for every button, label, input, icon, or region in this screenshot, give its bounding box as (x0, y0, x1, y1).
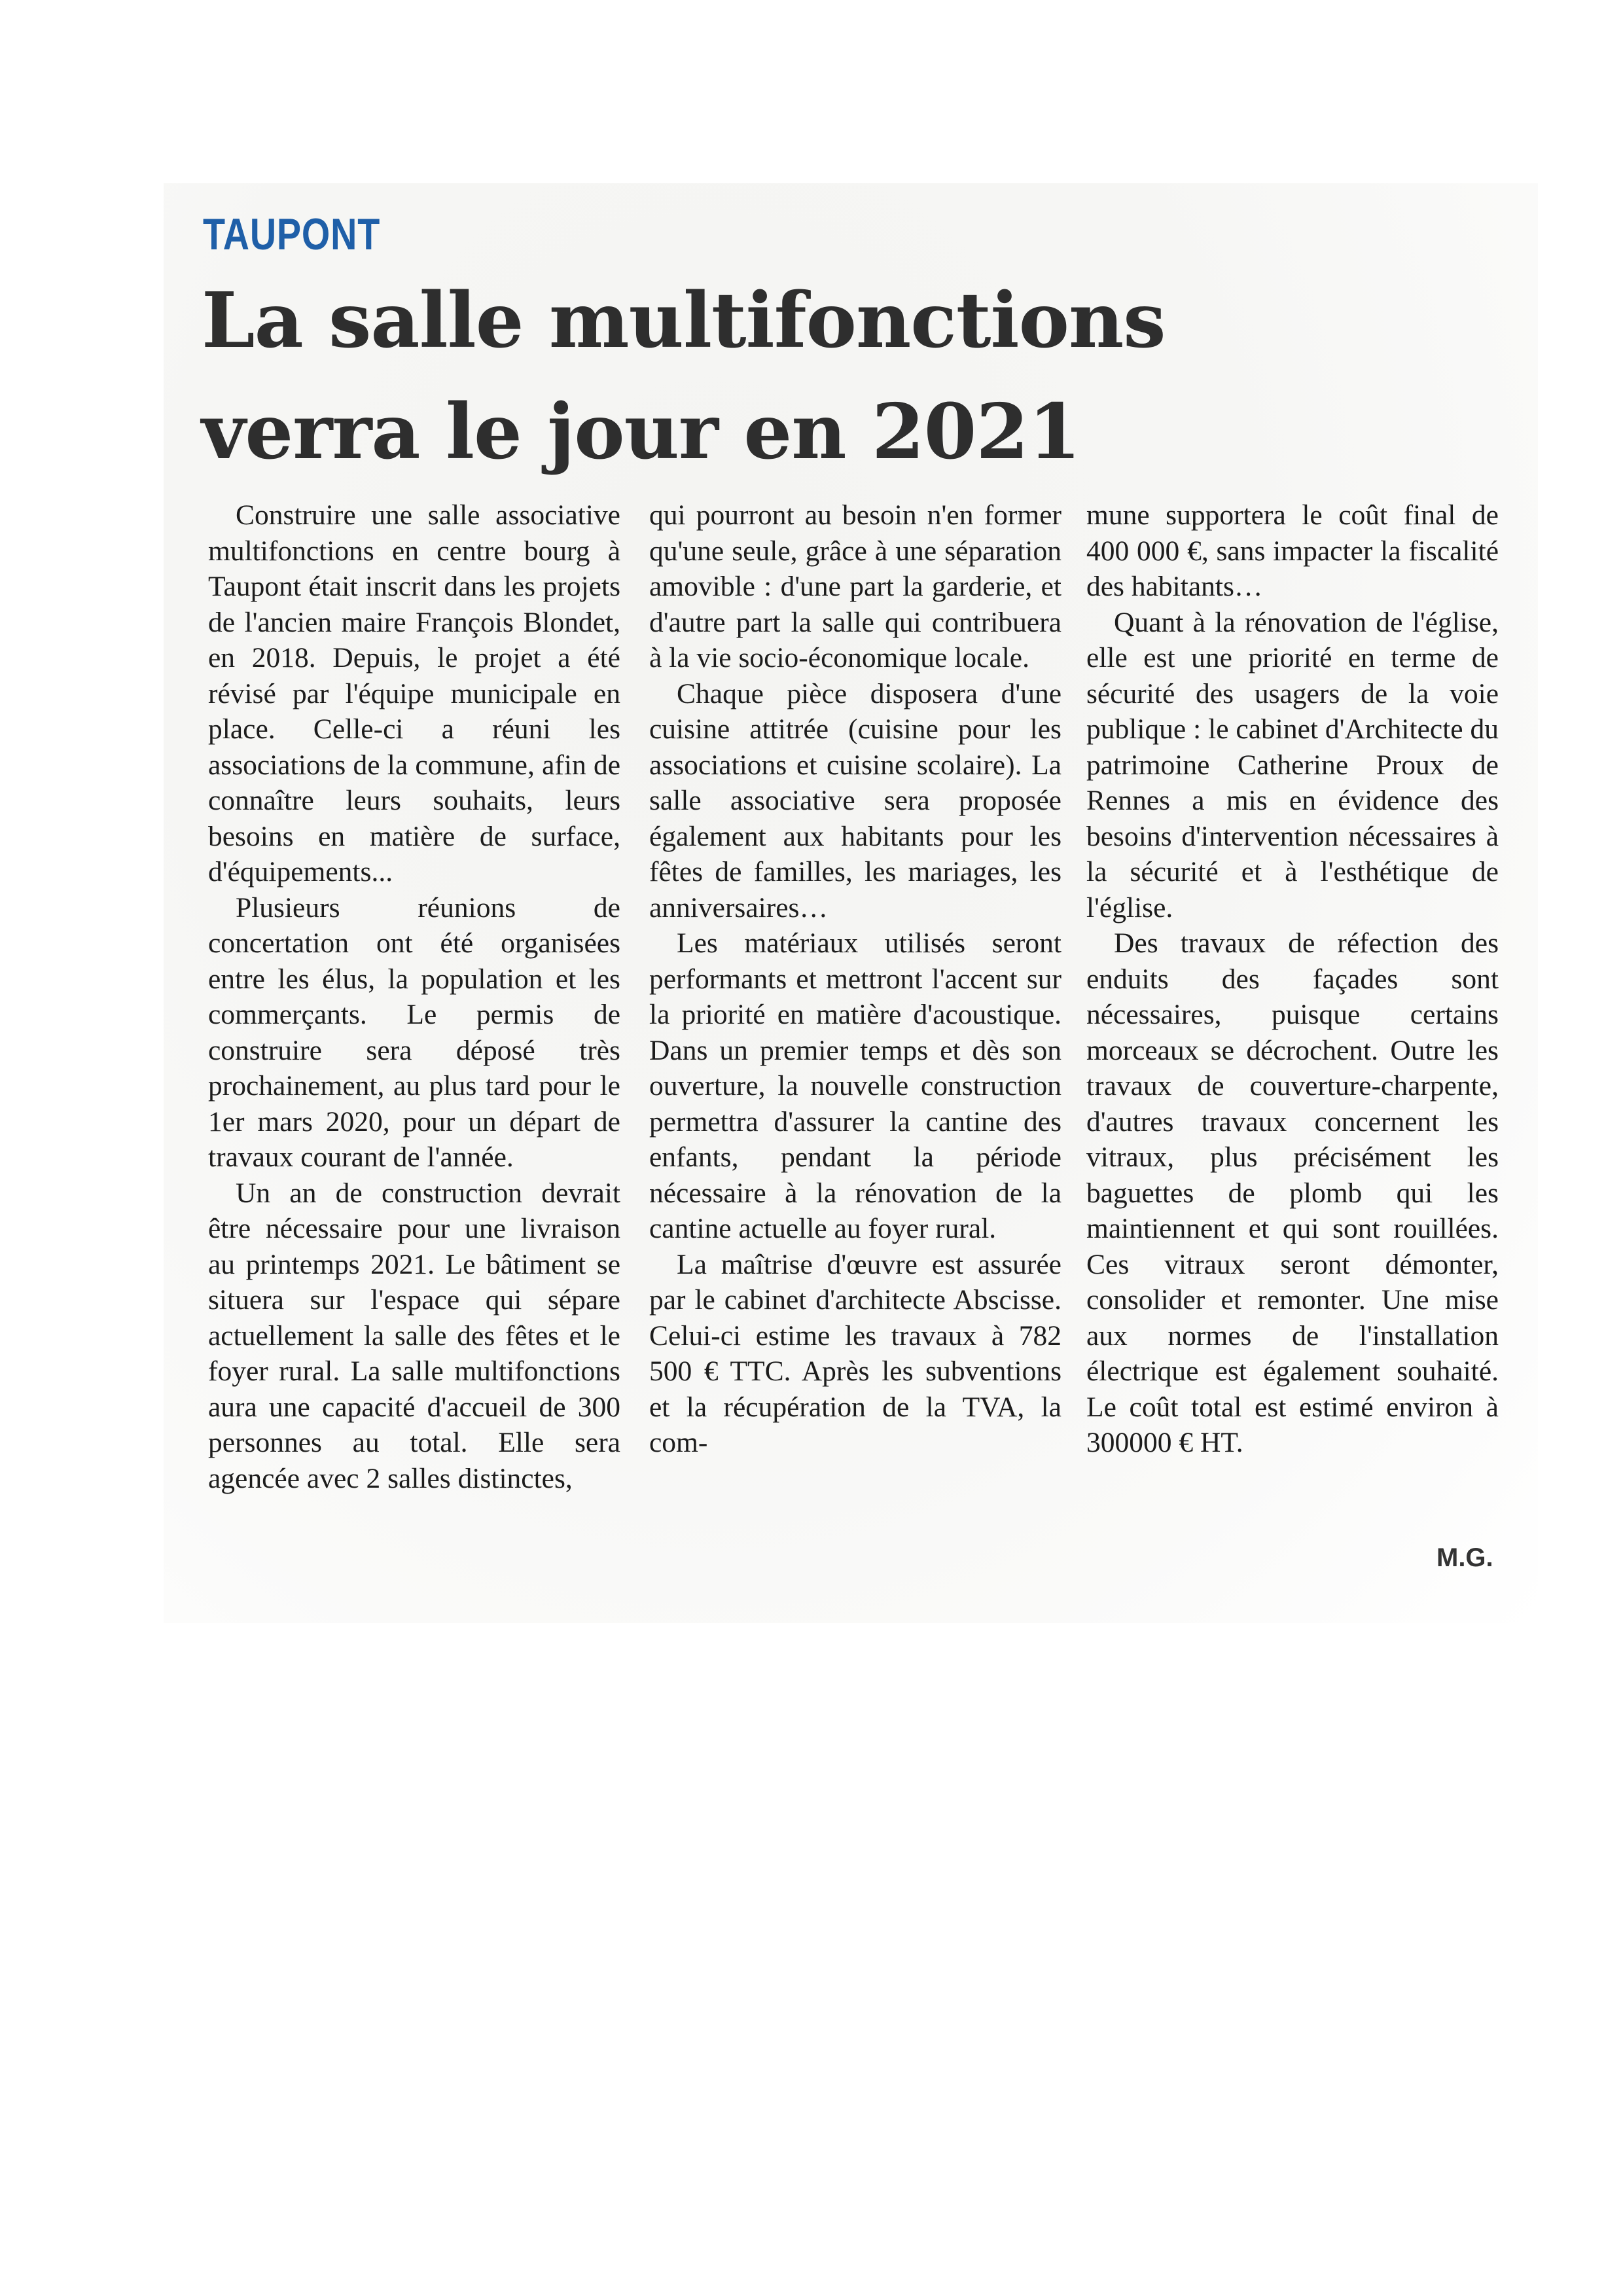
paragraph: Construire une salle associative multifonctions en centre bourg à Taupont était inscrit dans les projets de l'ancien maire François Blondet, en 2018. Depuis, le projet a été révisé par l'équipe municipale en place. Celle-ci a réuni les associations de la commune, afin de connaître leurs souhaits, leurs besoins en matière de surface, d'équipements... (208, 499, 620, 888)
article-headline: La salle multifonctions verra le jour en 2021 (202, 276, 1166, 476)
paragraph: Chaque pièce disposera d'une cuisine attitrée (cuisine pour les associations et cuisine scolaire). La salle associative sera proposée également aux habitants pour les fêtes de familles, les mariages, les anniversaires… (649, 677, 1061, 924)
paragraph: Des travaux de réfection des enduits des façades sont nécessaires, puisque certains morceaux se décrochent. Outre les travaux de couverture-charpente, d'autres travaux concernent les vitraux, plus précisément les baguettes de plomb qui les maintiennent et qui sont rouillées. Ces vitraux seront démonter, consolider et remonter. Une mise aux normes de l'installation électrique est également souhaité. Le coût total est estimé environ à 300000 € HT. (1086, 927, 1499, 1458)
paragraph: qui pourront au besoin n'en former qu'une seule, grâce à une séparation amovible : d'une part la garderie, et d'autre part la salle qui contribuera à la vie socio-économique locale. (649, 499, 1061, 673)
article-column-2 (649, 497, 1061, 1461)
paragraph: Un an de construction devrait être nécessaire pour une livraison au printemps 2021. Le bâtiment se situera sur l'espace qui sépare actuellement la salle des fêtes et le foyer rural. La salle multifonctions aura une capacité d'accueil de 300 personnes au total. Elle sera agencée avec 2 salles distinctes, (208, 1177, 620, 1494)
article-byline: M.G. (1436, 1543, 1493, 1572)
article-kicker: TAUPONT (203, 209, 381, 259)
paragraph: Plusieurs réunions de concertation ont été organisées entre les élus, la population et les commerçants. Le permis de construire sera déposé très prochainement, au plus tard pour le 1er mars 2020, pour un départ de travaux courant de l'année. (208, 891, 620, 1173)
article-column-3 (1086, 497, 1499, 1461)
paragraph: mune supportera le coût final de 400 000 €, sans impacter la fiscalité des habitants… (1086, 499, 1499, 602)
article-column-1 (208, 497, 620, 1496)
paragraph: Les matériaux utilisés seront performants et mettront l'accent sur la priorité en matière d'acoustique. Dans un premier temps et dès son ouverture, la nouvelle construction permettra d'assurer la cantine des enfants, pendant la période nécessaire à la rénovation de la cantine actuelle au foyer rural. (649, 927, 1061, 1244)
paragraph: La maîtrise d'œuvre est assurée par le cabinet d'architecte Abscisse. Celui-ci estime les travaux à 782 500 € TTC. Après les subventions et la récupération de la TVA, la com- (649, 1248, 1061, 1458)
paragraph: Quant à la rénovation de l'église, elle est une priorité en terme de sécurité des usagers de la voie publique : le cabinet d'Architecte du patrimoine Catherine Proux de Rennes a mis en évidence des besoins d'intervention nécessaires à la sécurité et à l'esthétique de l'église. (1086, 606, 1499, 924)
